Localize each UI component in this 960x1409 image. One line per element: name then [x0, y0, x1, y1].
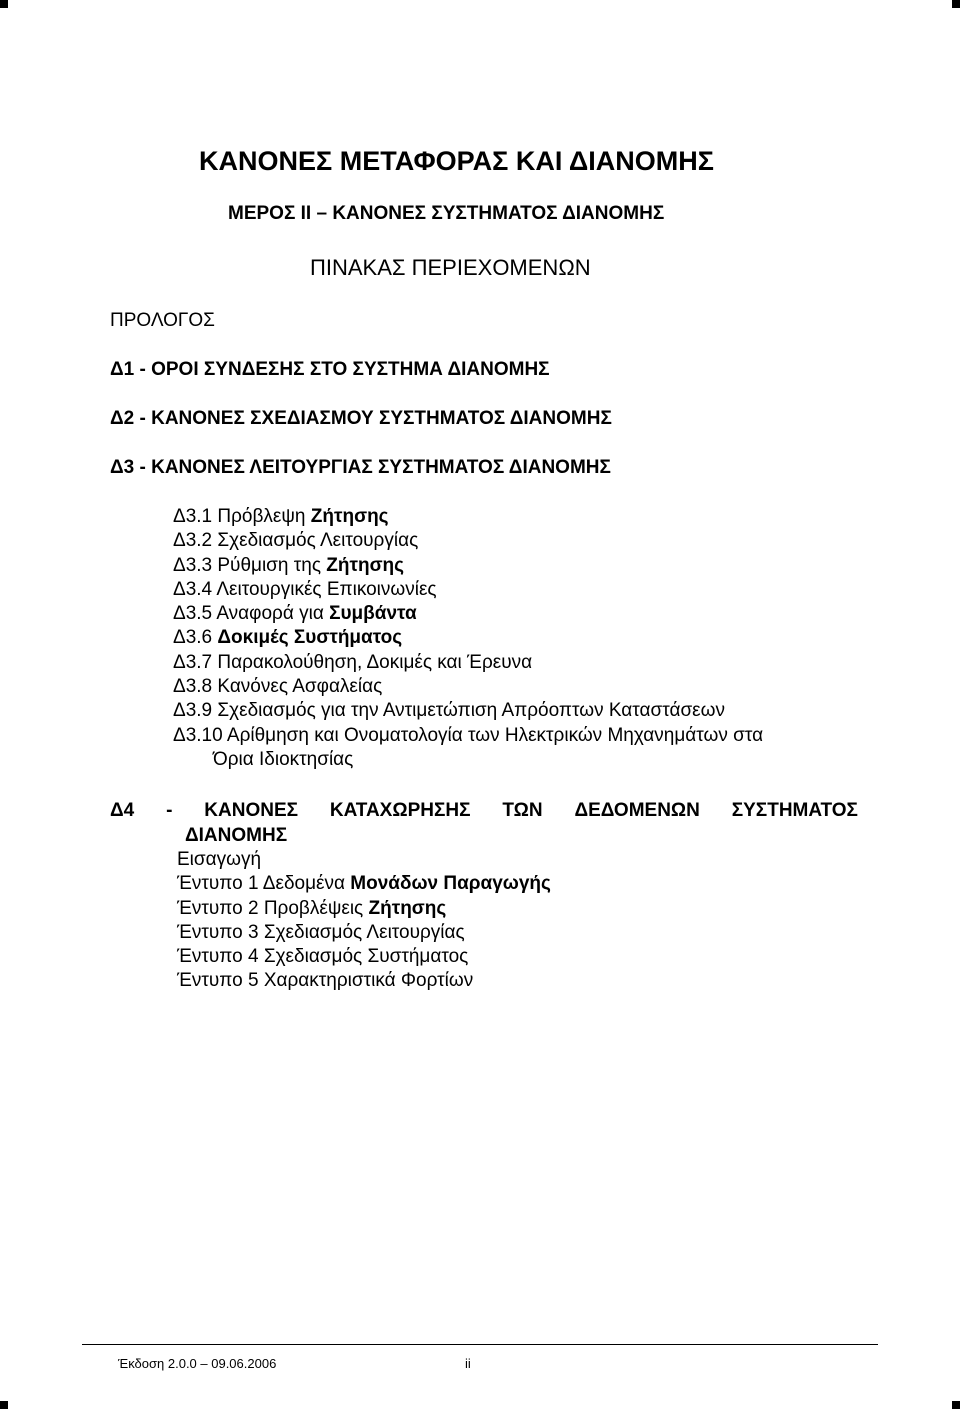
toc-item-d3-5: Δ3.5 Αναφορά για Συμβάντα	[173, 603, 417, 625]
toc-item-d4-form-2: Έντυπο 2 Προβλέψεις Ζήτησης	[177, 897, 447, 919]
toc-item-d3-1: Δ3.1 Πρόβλεψη Ζήτησης	[173, 506, 389, 527]
toc-item-d3-6: Δ3.6 Δοκιμές Συστήματος	[173, 627, 403, 649]
toc-prologue: ΠΡΟΛΟΓΟΣ	[110, 310, 215, 331]
toc-item-d4-form-3: Έντυπο 3 Σχεδιασμός Λειτουργίας	[177, 921, 465, 943]
toc-d4-word: ΣΥΣΤΗΜΑΤΟΣ	[731, 800, 858, 821]
toc-item-d4-form-1: Έντυπο 1 Δεδομένα Μονάδων Παραγωγής	[177, 873, 551, 895]
toc-d4-word: Δ4	[110, 800, 135, 821]
footer-page-number: ii	[465, 1356, 471, 1371]
toc-item-d3-10-continuation: Όρια Ιδιοκτησίας	[213, 748, 354, 770]
toc-section-d3: Δ3 - ΚΑΝΟΝΕΣ ΛΕΙΤΟΥΡΓΙΑΣ ΣΥΣΤΗΜΑΤΟΣ ΔΙΑΝΟΜΗΣ	[110, 457, 611, 478]
corner-mark-top-right	[952, 0, 960, 8]
corner-mark-top-left	[0, 0, 8, 8]
footer-edition: Έκδοση 2.0.0 – 09.06.2006	[118, 1356, 277, 1371]
part-title: ΜΕΡΟΣ ΙΙ – ΚΑΝΟΝΕΣ ΣΥΣΤΗΜΑΤΟΣ ΔΙΑΝΟΜΗΣ	[228, 203, 665, 224]
toc-item-d3-2: Δ3.2 Σχεδιασμός Λειτουργίας	[173, 530, 419, 552]
toc-d4-word: -	[166, 800, 173, 821]
toc-title: ΠΙΝΑΚΑΣ ΠΕΡΙΕΧΟΜΕΝΩΝ	[310, 255, 591, 280]
toc-section-d4	[110, 800, 858, 822]
toc-item-d3-10: Δ3.10 Αρίθμηση και Ονοματολογία των Ηλεκτρικών Μηχανημάτων στα	[173, 724, 764, 746]
toc-item-d3-4: Δ3.4 Λειτουργικές Επικοινωνίες	[173, 578, 437, 600]
toc-d4-word: ΚΑΝΟΝΕΣ	[204, 800, 299, 821]
toc-item-d3-3: Δ3.3 Ρύθμιση της Ζήτησης	[173, 554, 405, 576]
toc-item-d3-7: Δ3.7 Παρακολούθηση, Δοκιμές και Έρευνα	[173, 651, 533, 673]
toc-d4-word: ΔΕΔΟΜΕΝΩΝ	[574, 800, 700, 821]
toc-section-d1: Δ1 - ΟΡΟΙ ΣΥΝΔΕΣΗΣ ΣΤΟ ΣΥΣΤΗΜΑ ΔΙΑΝΟΜΗΣ	[110, 359, 550, 380]
toc-d4-word: ΚΑΤΑΧΩΡΗΣΗΣ	[329, 800, 471, 821]
toc-item-d4-form-4: Έντυπο 4 Σχεδιασμός Συστήματος	[177, 946, 469, 968]
toc-d4-word: ΤΩΝ	[502, 800, 543, 821]
toc-d4-list	[177, 848, 551, 994]
footer-rule	[82, 1344, 878, 1345]
toc-d3-list	[173, 505, 763, 772]
toc-section-d4-continuation: ΔΙΑΝΟΜΗΣ	[185, 825, 288, 846]
toc-item-d3-8: Δ3.8 Κανόνες Ασφαλείας	[173, 676, 383, 698]
toc-item-d4-form-5: Έντυπο 5 Χαρακτηριστικά Φορτίων	[177, 970, 474, 992]
toc-section-d2: Δ2 - ΚΑΝΟΝΕΣ ΣΧΕΔΙΑΣΜΟΥ ΣΥΣΤΗΜΑΤΟΣ ΔΙΑΝΟΜΗΣ	[110, 408, 612, 429]
toc-item-d4-intro: Εισαγωγή	[177, 849, 262, 870]
corner-mark-bottom-left	[0, 1401, 8, 1409]
document-title: ΚΑΝΟΝΕΣ ΜΕΤΑΦΟΡΑΣ ΚΑΙ ΔΙΑΝΟΜΗΣ	[199, 146, 714, 176]
toc-item-d3-9: Δ3.9 Σχεδιασμός για την Αντιμετώπιση Απρόοπτων Καταστάσεων	[173, 700, 725, 722]
corner-mark-bottom-right	[952, 1401, 960, 1409]
